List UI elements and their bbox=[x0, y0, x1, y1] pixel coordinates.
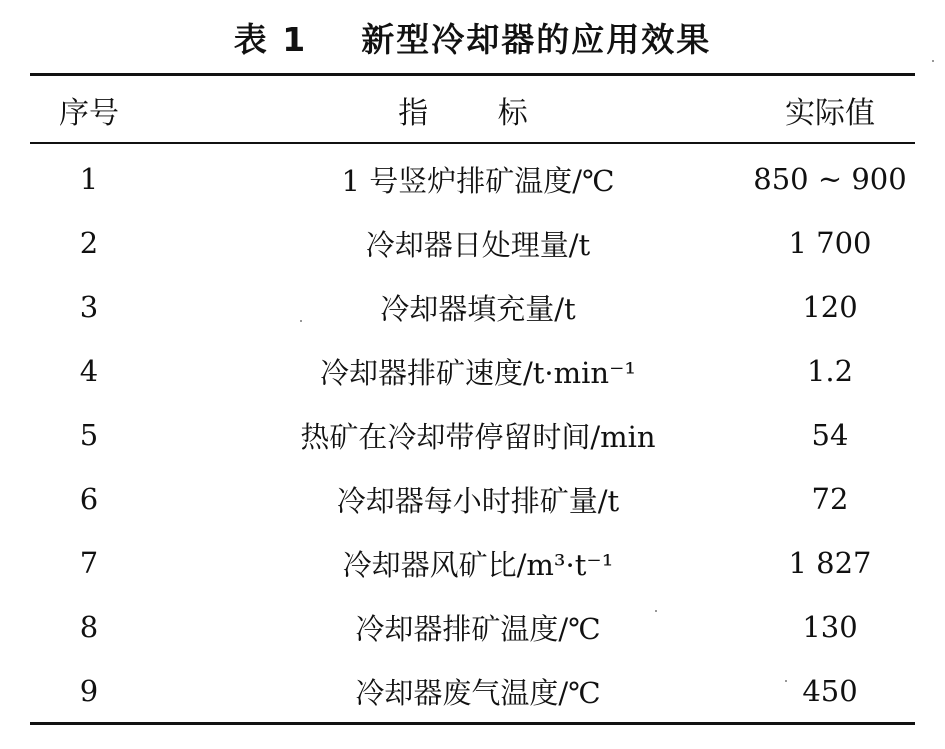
row-indicator: 冷却器排矿速度/t·min⁻¹ bbox=[319, 355, 637, 390]
row-value: 120 bbox=[802, 290, 858, 324]
row-indicator: 冷却器日处理量/t bbox=[365, 227, 591, 262]
row-value: 450 bbox=[802, 674, 858, 708]
row-indicator: 冷却器废气温度/℃ bbox=[355, 675, 601, 710]
row-no: 4 bbox=[79, 354, 99, 388]
table-row bbox=[30, 403, 915, 467]
row-no: 1 bbox=[79, 162, 99, 196]
header-no: 序号 bbox=[59, 96, 119, 131]
row-indicator: 冷却器排矿温度/℃ bbox=[355, 611, 601, 646]
row-value: 1 827 bbox=[788, 546, 872, 580]
row-indicator: 冷却器每小时排矿量/t bbox=[336, 483, 620, 518]
row-value: 850 ~ 900 bbox=[753, 162, 907, 196]
row-indicator: 热矿在冷却带停留时间/min bbox=[300, 419, 656, 454]
row-no: 8 bbox=[79, 610, 99, 644]
row-no: 3 bbox=[79, 290, 99, 324]
scan-speck bbox=[655, 610, 657, 612]
row-value: 1.2 bbox=[806, 354, 854, 388]
header-indicator: 指 标 bbox=[398, 96, 558, 131]
header-value: 实际值 bbox=[785, 96, 875, 131]
table-row bbox=[30, 595, 915, 659]
table-row bbox=[30, 147, 915, 211]
row-no: 9 bbox=[79, 674, 99, 708]
row-value: 130 bbox=[802, 610, 858, 644]
table-header-row bbox=[30, 78, 915, 142]
top-rule bbox=[30, 73, 915, 76]
row-no: 7 bbox=[79, 546, 99, 580]
table-title: 表 1 新型冷却器的应用效果 bbox=[233, 20, 712, 59]
table-row bbox=[30, 211, 915, 275]
scan-speck bbox=[932, 60, 934, 62]
header-rule bbox=[30, 142, 915, 144]
table-row bbox=[30, 531, 915, 595]
table-row bbox=[30, 275, 915, 339]
row-indicator: 冷却器填充量/t bbox=[380, 291, 576, 326]
row-value: 54 bbox=[811, 418, 849, 452]
row-indicator: 1 号竖炉排矿温度/℃ bbox=[341, 163, 615, 198]
row-no: 5 bbox=[79, 418, 99, 452]
row-value: 72 bbox=[811, 482, 849, 516]
table-row bbox=[30, 339, 915, 403]
table-row bbox=[30, 659, 915, 723]
table-row bbox=[30, 467, 915, 531]
row-value: 1 700 bbox=[788, 226, 872, 260]
row-indicator: 冷却器风矿比/m³·t⁻¹ bbox=[342, 547, 614, 582]
scan-speck bbox=[300, 320, 302, 322]
scan-speck bbox=[785, 680, 787, 682]
row-no: 6 bbox=[79, 482, 99, 516]
row-no: 2 bbox=[79, 226, 99, 260]
